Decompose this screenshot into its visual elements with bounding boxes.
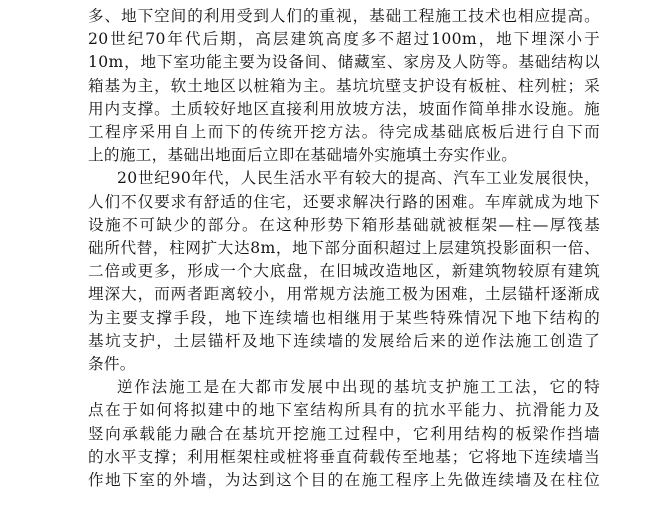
paragraph-line: 多、地下空间的利用受到人们的重视，基础工程施工技术也相应提高。 [88,7,600,25]
paragraph-line: 逆作法施工是在大都市发展中出现的基坑支护施工工法，它的特 [117,378,600,397]
paragraph-line: 埋深大，而两者距离较小，用常规方法施工极为困难，土层锚杆逐渐成 [88,285,600,304]
paragraph-line: 上的施工，基础出地面后立即在基础墙外实施填土夯实作业。 [88,146,518,165]
paragraph-line: 20世纪70年代后期，高层建筑高度多不超过100m，地下埋深小于 [88,30,600,49]
paragraph-line: 础所代替，柱网扩大达8m，地下部分面积超过上层建筑投影面积一倍、 [88,239,600,257]
paragraph-line: 点在于如何将拟建中的地下室结构所具有的抗水平能力、抗滑能力及 [88,401,600,420]
paragraph-line: 作地下室的外墙，为达到这个目的在施工程序上先做连续墙及在柱位 [88,471,600,489]
paragraph-line: 二倍或更多，形成一个大底盘，在旧城改造地区，新建筑物较原有建筑 [88,262,600,281]
paragraph-line: 条件。 [88,355,136,373]
paragraph-line: 基坑支护，土层锚杆及地下连续墙的发展给后来的逆作法施工创造了 [88,331,600,350]
paragraph-line: 竖向承载能力融合在基坑开挖施工过程中，它利用结构的板梁作挡墙 [88,424,600,443]
paragraph-line: 设施不可缺少的部分。在这种形势下箱形基础就被框架—柱—厚筏基 [88,215,600,234]
paragraph-line: 10m，地下室功能主要为设备间、储藏室、家房及人防等。基础结构以 [88,53,600,72]
paragraph-line: 工程序采用自上而下的传统开挖方法。待完成基础底板后进行自下而 [88,123,600,141]
paragraph-line: 箱基为主，软土地区以桩箱为主。基坑坑壁支护设有板桩、柱列桩；采 [88,76,600,95]
paragraph-line: 20世纪90年代，人民生活水平有较大的提高、汽车工业发展很快， [117,169,600,188]
paragraph-line: 为主要支撑手段，地下连续墙也相继用于某些特殊情况下地下结构的 [88,308,600,327]
paragraph-line: 人们不仅要求有舒适的住宅，还要求解决行路的困难。车库就成为地下 [88,192,600,211]
paragraph-line: 用内支撑。土质较好地区直接利用放坡方法，坡面作简单排水设施。施 [88,99,600,118]
paragraph-line: 的水平支撑；利用框架柱或桩将垂直荷载传至地基；它将地下连续墙当 [88,447,600,466]
